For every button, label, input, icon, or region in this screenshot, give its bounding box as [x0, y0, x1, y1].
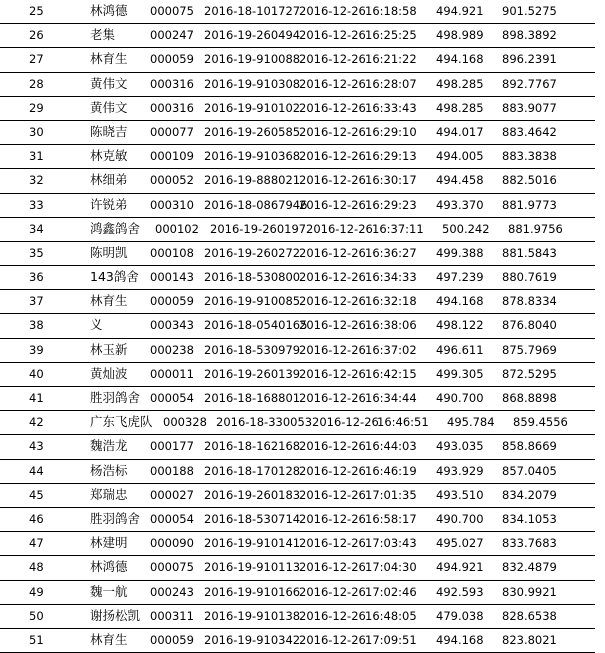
cell-rank: 46 — [29, 511, 44, 526]
cell-ring: 2016-19-260183 — [204, 487, 301, 502]
cell-time: 17:09:51 — [365, 632, 417, 647]
cell-score: 881.9756 — [508, 221, 563, 236]
cell-name: 郑瑞忠 — [90, 486, 128, 502]
cell-date: 2016-12-26 — [299, 173, 366, 188]
cell-score: 834.2079 — [502, 487, 557, 502]
cell-name: 林鸿德 — [90, 3, 128, 18]
table-row — [0, 629, 595, 653]
cell-time: 16:29:13 — [365, 149, 417, 164]
cell-time: 16:25:25 — [365, 28, 417, 43]
cell-score: 880.7619 — [502, 270, 557, 285]
cell-speed: 493.035 — [436, 439, 484, 454]
table-row — [0, 556, 595, 580]
cell-time: 16:44:03 — [365, 439, 417, 454]
cell-id: 000238 — [150, 342, 194, 357]
cell-score: 872.5295 — [502, 366, 557, 381]
cell-name: 陈明凯 — [90, 244, 128, 260]
cell-id: 000177 — [150, 439, 194, 454]
table-row — [0, 435, 595, 459]
cell-name: 许锐弟 — [90, 196, 128, 212]
cell-time: 16:38:06 — [365, 318, 417, 333]
cell-ring: 2016-19-910088 — [204, 52, 301, 67]
cell-date: 2016-12-26 — [299, 439, 366, 454]
cell-ring: 2016-18-162168 — [204, 439, 301, 454]
cell-speed: 493.510 — [436, 487, 484, 502]
cell-id: 000059 — [150, 294, 194, 309]
cell-score: 875.7969 — [502, 342, 557, 357]
cell-rank: 43 — [29, 439, 44, 454]
cell-name: 林育生 — [90, 293, 128, 309]
cell-time: 16:34:33 — [365, 270, 417, 285]
table-row — [0, 581, 595, 605]
cell-name: 老集 — [90, 27, 116, 43]
cell-rank: 33 — [29, 197, 44, 212]
cell-id: 000059 — [150, 52, 194, 67]
cell-ring: 2016-19-260585 — [204, 124, 301, 139]
cell-rank: 49 — [29, 584, 44, 599]
cell-ring: 2016-18-330053 — [216, 415, 313, 430]
cell-speed: 490.700 — [436, 391, 484, 405]
cell-speed: 499.305 — [436, 366, 484, 381]
cell-rank: 48 — [29, 560, 44, 575]
cell-time: 16:48:05 — [365, 608, 417, 623]
cell-score: 858.8669 — [502, 439, 557, 454]
cell-date: 2016-12-26 — [299, 100, 366, 115]
cell-date: 2016-12-26 — [299, 318, 366, 333]
cell-ring: 2016-18-530714 — [204, 511, 301, 526]
table-row — [0, 605, 595, 629]
cell-speed: 499.388 — [436, 245, 484, 260]
cell-date: 2016-12-26 — [312, 415, 379, 430]
cell-ring: 2016-19-260197 — [210, 221, 307, 236]
cell-id: 000108 — [150, 245, 194, 260]
cell-id: 000316 — [150, 100, 194, 115]
cell-rank: 30 — [29, 124, 44, 139]
cell-id: 000243 — [150, 584, 194, 599]
cell-name: 杨浩标 — [90, 462, 128, 478]
cell-id: 000090 — [150, 536, 194, 551]
cell-rank: 36 — [29, 270, 44, 285]
cell-score: 883.4642 — [502, 124, 557, 139]
cell-ring: 2016-18-0540165 — [204, 318, 308, 333]
cell-ring: 2016-19-260139 — [204, 366, 301, 381]
cell-speed: 490.700 — [436, 511, 484, 526]
cell-rank: 27 — [29, 52, 44, 67]
cell-id: 000316 — [150, 76, 194, 91]
cell-date: 2016-12-26 — [299, 28, 366, 43]
cell-score: 876.8040 — [502, 318, 557, 333]
cell-score: 881.9773 — [502, 197, 557, 212]
cell-date: 2016-12-26 — [299, 76, 366, 91]
cell-name: 林育生 — [90, 51, 128, 67]
cell-id: 000343 — [150, 318, 194, 333]
cell-speed: 498.285 — [436, 100, 484, 115]
cell-rank: 51 — [29, 632, 44, 647]
cell-speed: 494.168 — [436, 52, 484, 67]
cell-ring: 2016-19-910342 — [204, 632, 301, 647]
cell-id: 000054 — [150, 511, 194, 526]
cell-rank: 37 — [29, 294, 44, 309]
cell-time: 17:02:46 — [365, 584, 417, 599]
cell-time: 16:28:07 — [365, 76, 417, 91]
cell-time: 16:36:27 — [365, 245, 417, 260]
cell-score: 857.0405 — [502, 463, 557, 478]
cell-speed: 496.611 — [436, 342, 484, 357]
cell-ring: 2016-19-910141 — [204, 536, 301, 551]
cell-speed: 498.122 — [436, 318, 484, 333]
cell-name: 胜羽鸽舍 — [90, 390, 141, 405]
cell-id: 000328 — [163, 415, 207, 430]
cell-date: 2016-12-26 — [299, 560, 366, 575]
cell-ring: 2016-19-910102 — [204, 100, 301, 115]
cell-speed: 494.921 — [436, 560, 484, 575]
cell-score: 892.7767 — [502, 76, 557, 91]
cell-ring: 2016-18-168801 — [204, 391, 301, 405]
cell-id: 000075 — [150, 4, 194, 18]
cell-id: 000310 — [150, 197, 194, 212]
cell-score: 823.8021 — [502, 632, 557, 647]
cell-id: 000077 — [150, 124, 194, 139]
cell-name: 胜羽鸽舍 — [90, 510, 141, 526]
cell-time: 17:01:35 — [365, 487, 417, 502]
cell-speed: 494.168 — [436, 632, 484, 647]
cell-ring: 2016-19-910113 — [204, 560, 301, 575]
cell-ring: 2016-19-260494 — [204, 28, 301, 43]
cell-date: 2016-12-26 — [299, 52, 366, 67]
cell-speed: 497.239 — [436, 270, 484, 285]
cell-speed: 495.027 — [436, 536, 484, 551]
table-row — [0, 339, 595, 363]
cell-id: 000052 — [150, 173, 194, 188]
table-row — [0, 508, 595, 532]
cell-id: 000059 — [150, 632, 194, 647]
cell-id: 000102 — [155, 221, 199, 236]
table-row — [0, 145, 595, 169]
cell-speed: 494.921 — [436, 4, 484, 18]
cell-rank: 34 — [29, 221, 44, 236]
cell-time: 17:04:30 — [365, 560, 417, 575]
cell-speed: 493.370 — [436, 197, 484, 212]
cell-date: 2016-12-26 — [299, 270, 366, 285]
table-row — [0, 218, 595, 242]
cell-time: 16:37:11 — [372, 221, 424, 236]
cell-date: 2016-12-26 — [299, 342, 366, 357]
cell-date: 2016-12-26 — [306, 221, 373, 236]
cell-speed: 494.005 — [436, 149, 484, 164]
cell-ring: 2016-18-170128 — [204, 463, 301, 478]
cell-name: 谢扬松凯 — [90, 607, 141, 623]
table-row — [0, 532, 595, 556]
table-row — [0, 314, 595, 338]
cell-name: 义 — [90, 317, 103, 333]
cell-id: 000027 — [150, 487, 194, 502]
cell-ring: 2016-19-910138 — [204, 608, 301, 623]
cell-name: 魏浩龙 — [90, 438, 128, 454]
cell-speed: 494.458 — [436, 173, 484, 188]
table-row — [0, 121, 595, 145]
cell-score: 883.3838 — [502, 149, 557, 164]
cell-speed: 495.784 — [447, 415, 495, 430]
cell-date: 2016-12-26 — [299, 632, 366, 647]
cell-time: 16:58:17 — [365, 511, 417, 526]
cell-ring: 2016-19-260272 — [204, 245, 301, 260]
cell-name: 林玉新 — [90, 341, 128, 357]
table-row — [0, 97, 595, 121]
table-row — [0, 169, 595, 193]
cell-time: 16:29:23 — [365, 197, 417, 212]
table-row — [0, 411, 595, 435]
cell-date: 2016-12-26 — [299, 463, 366, 478]
cell-rank: 47 — [29, 536, 44, 551]
cell-speed: 498.285 — [436, 76, 484, 91]
cell-name: 143鸽舍 — [90, 269, 139, 285]
cell-rank: 25 — [29, 4, 44, 18]
cell-rank: 38 — [29, 318, 44, 333]
cell-date: 2016-12-26 — [299, 608, 366, 623]
cell-name: 林育生 — [90, 631, 128, 647]
cell-ring: 2016-19-910368 — [204, 149, 301, 164]
table-row — [0, 484, 595, 508]
cell-time: 16:33:43 — [365, 100, 417, 115]
cell-score: 828.6538 — [502, 608, 557, 623]
cell-id: 000054 — [150, 391, 194, 405]
cell-score: 901.5275 — [502, 4, 557, 18]
cell-rank: 31 — [29, 149, 44, 164]
cell-name: 林建明 — [90, 535, 128, 551]
cell-rank: 41 — [29, 391, 44, 405]
cell-date: 2016-12-26 — [299, 487, 366, 502]
table-row — [0, 387, 595, 411]
cell-ring: 2016-18-530800 — [204, 270, 301, 285]
cell-rank: 50 — [29, 608, 44, 623]
cell-time: 16:21:22 — [365, 52, 417, 67]
cell-date: 2016-12-26 — [299, 584, 366, 599]
cell-time: 16:18:58 — [365, 4, 417, 18]
cell-speed: 498.989 — [436, 28, 484, 43]
cell-time: 16:29:10 — [365, 124, 417, 139]
cell-rank: 40 — [29, 366, 44, 381]
cell-time: 16:30:17 — [365, 173, 417, 188]
cell-date: 2016-12-26 — [299, 124, 366, 139]
cell-rank: 42 — [29, 415, 44, 430]
cell-speed: 493.929 — [436, 463, 484, 478]
cell-id: 000188 — [150, 463, 194, 478]
cell-speed: 479.038 — [436, 608, 484, 623]
table-row — [0, 290, 595, 314]
cell-time: 17:03:43 — [365, 536, 417, 551]
cell-time: 16:46:51 — [377, 415, 429, 430]
cell-rank: 39 — [29, 342, 44, 357]
cell-date: 2016-12-26 — [299, 294, 366, 309]
cell-ring: 2016-18-101727 — [204, 4, 301, 18]
cell-rank: 44 — [29, 463, 44, 478]
cell-name: 广东飞虎队 — [90, 414, 153, 430]
cell-score: 859.4556 — [513, 415, 568, 430]
cell-rank: 26 — [29, 28, 44, 43]
cell-speed: 492.593 — [436, 584, 484, 599]
cell-name: 黄伟文 — [90, 99, 128, 115]
cell-name: 陈晓吉 — [90, 123, 128, 139]
cell-time: 16:37:02 — [365, 342, 417, 357]
cell-rank: 32 — [29, 173, 44, 188]
table-row — [0, 363, 595, 387]
cell-speed: 494.017 — [436, 124, 484, 139]
cell-name: 魏一航 — [90, 583, 128, 599]
cell-score: 868.8898 — [502, 391, 557, 405]
table-row — [0, 194, 595, 218]
cell-score: 896.2391 — [502, 52, 557, 67]
cell-speed: 494.168 — [436, 294, 484, 309]
cell-score: 882.5016 — [502, 173, 557, 188]
table-row — [0, 73, 595, 97]
cell-date: 2016-12-26 — [299, 149, 366, 164]
cell-id: 000247 — [150, 28, 194, 43]
cell-date: 2016-12-26 — [299, 366, 366, 381]
table-row — [0, 460, 595, 484]
cell-score: 833.7683 — [502, 536, 557, 551]
cell-time: 16:46:19 — [365, 463, 417, 478]
cell-name: 林克敏 — [90, 148, 128, 164]
cell-name: 黄灿波 — [90, 365, 128, 381]
cell-date: 2016-12-26 — [299, 536, 366, 551]
cell-date: 2016-12-26 — [299, 4, 366, 18]
cell-ring: 2016-19-910085 — [204, 294, 301, 309]
cell-ring: 2016-18-530979 — [204, 342, 301, 357]
table-row — [0, 48, 595, 72]
cell-id: 000143 — [150, 270, 194, 285]
cell-score: 881.5843 — [502, 245, 557, 260]
cell-id: 000075 — [150, 560, 194, 575]
cell-time: 16:42:15 — [365, 366, 417, 381]
cell-rank: 28 — [29, 76, 44, 91]
cell-speed: 500.242 — [442, 221, 490, 236]
table-row — [0, 266, 595, 290]
cell-score: 883.9077 — [502, 100, 557, 115]
cell-id: 000011 — [150, 366, 194, 381]
cell-name: 林鸿德 — [90, 559, 128, 575]
cell-ring: 2016-19-910166 — [204, 584, 301, 599]
cell-ring: 2016-19-910308 — [204, 76, 301, 91]
table-row — [0, 24, 595, 48]
cell-ring: 2016-19-888021 — [204, 173, 301, 188]
cell-date: 2016-12-26 — [299, 245, 366, 260]
cell-date: 2016-12-26 — [299, 197, 366, 212]
cell-rank: 45 — [29, 487, 44, 502]
cell-ring: 2016-18-0867946 — [204, 197, 308, 212]
cell-date: 2016-12-26 — [299, 391, 366, 405]
cell-rank: 29 — [29, 100, 44, 115]
table-row — [0, 0, 595, 24]
cell-rank: 35 — [29, 245, 44, 260]
cell-score: 832.4879 — [502, 560, 557, 575]
cell-score: 834.1053 — [502, 511, 557, 526]
cell-id: 000109 — [150, 149, 194, 164]
cell-name: 黄伟文 — [90, 75, 128, 91]
cell-score: 878.8334 — [502, 294, 557, 309]
cell-id: 000311 — [150, 608, 194, 623]
cell-time: 16:32:18 — [365, 294, 417, 309]
cell-name: 林细弟 — [90, 172, 128, 188]
table-row — [0, 242, 595, 266]
cell-score: 898.3892 — [502, 28, 557, 43]
cell-score: 830.9921 — [502, 584, 557, 599]
cell-name: 鸿鑫鸽舍 — [90, 220, 141, 236]
cell-time: 16:34:44 — [365, 391, 417, 405]
cell-date: 2016-12-26 — [299, 511, 366, 526]
